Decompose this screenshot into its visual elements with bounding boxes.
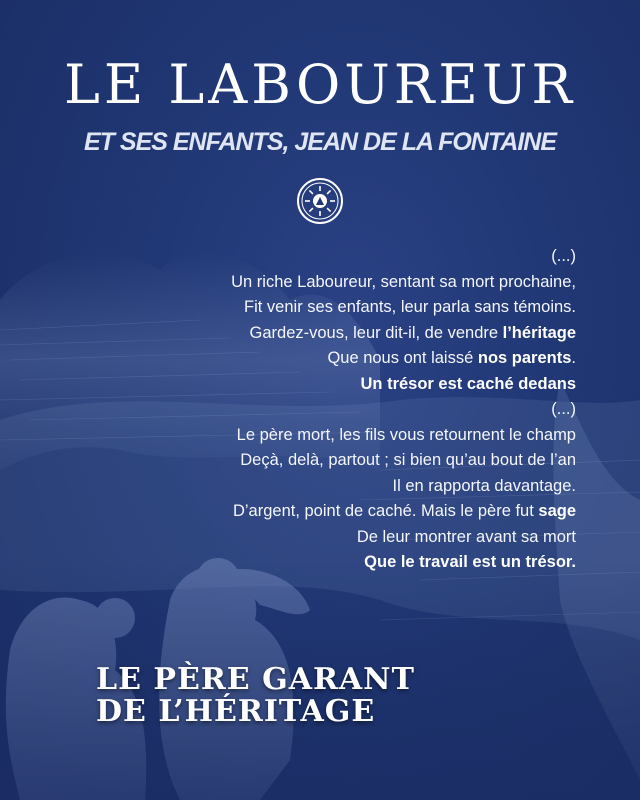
- poem-emphasis: Un trésor est caché dedans: [360, 374, 576, 393]
- sun-seal-icon: [296, 177, 344, 225]
- poem-text: Un riche Laboureur, sentant sa mort prochaine,: [231, 272, 576, 291]
- poem-text: (...): [551, 247, 576, 265]
- poem-text: D’argent, point de caché. Mais le père fut: [232, 502, 539, 520]
- poem-text: Gardez-vous, leur dit-il, de vendre: [249, 323, 503, 342]
- poster-subtitle: ET SES ENFANTS, JEAN DE LA FONTAINE: [84, 128, 556, 156]
- tagline: [96, 664, 415, 728]
- poem-emphasis: Que le travail est un trésor.: [364, 553, 576, 571]
- tagline-line-1: LE PÈRE GARANT: [96, 662, 415, 697]
- poem-text: .: [571, 349, 576, 367]
- poem-text: Fit venir ses enfants, leur parla sans témoins.: [244, 298, 576, 316]
- poem-line: [156, 448, 576, 474]
- poem-text: Deçà, delà, partout ; si bien qu’au bout de l’an: [240, 451, 576, 469]
- poem-text: (...): [551, 400, 576, 418]
- poem-line: [156, 244, 576, 270]
- poster-title: LE LABOUREUR: [63, 53, 576, 116]
- poem-line: [156, 321, 576, 347]
- tagline-line-2: DE L’HÉRITAGE: [96, 694, 376, 729]
- poem-text: Le père mort, les fils vous retournent le champ: [236, 425, 576, 444]
- poem-text: Il en rapporta davantage.: [392, 476, 576, 495]
- poem-line: [156, 397, 576, 423]
- poem-line: [156, 474, 576, 500]
- poem-emphasis: nos parents: [477, 349, 572, 367]
- poem-text: Que nous ont laissé: [327, 349, 478, 367]
- poem-line: [156, 423, 576, 449]
- poem-line: [156, 499, 576, 525]
- poem-line: [156, 295, 576, 321]
- poem-line: [156, 550, 576, 576]
- poem-excerpt: [156, 244, 576, 576]
- poem-emphasis: l’héritage: [502, 323, 576, 342]
- poem-line: [156, 372, 576, 398]
- poem-emphasis: sage: [538, 502, 576, 520]
- poem-line: [156, 270, 576, 296]
- poem-line: [156, 346, 576, 372]
- poem-text: De leur montrer avant sa mort: [356, 527, 576, 546]
- poem-line: [156, 525, 576, 551]
